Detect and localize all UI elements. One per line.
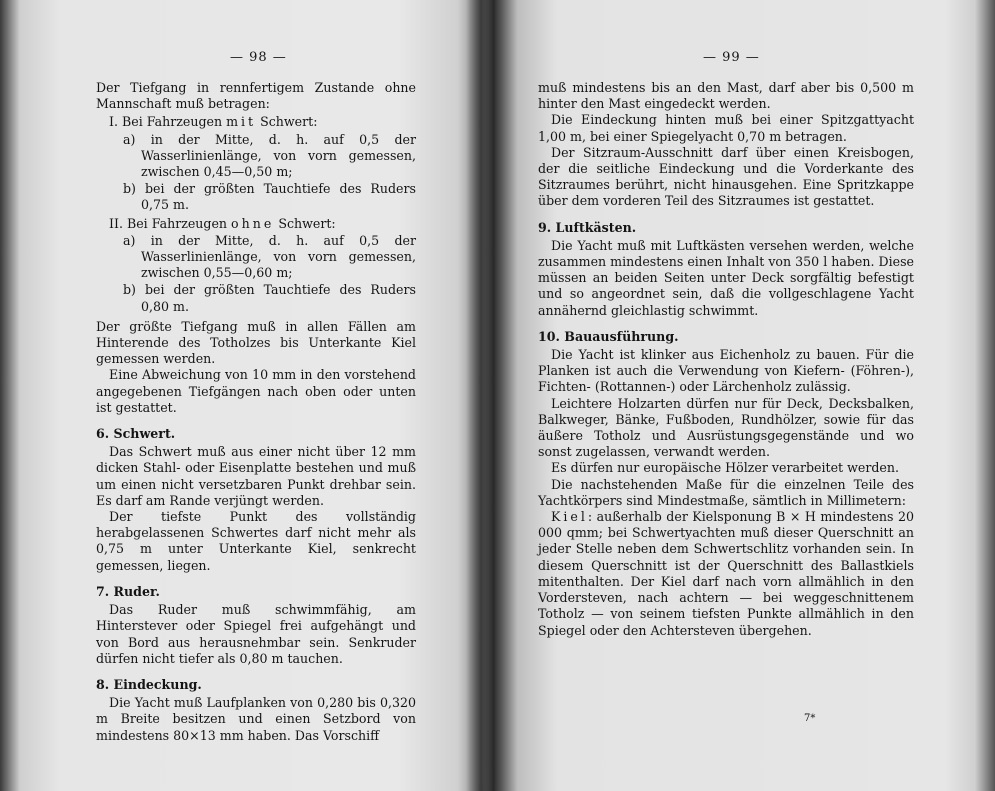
list-item: b) bei der größten Tauchtiefe des Ruders 0,75 m. [123, 181, 416, 213]
list-heading: I. Bei Fahrzeugen mit Schwert: [109, 114, 318, 130]
paragraph: muß mindestens bis an den Mast, darf aber bis 0,500 m hinter den Mast eingedeckt werden. [538, 80, 914, 112]
section-heading: 8. Eindeckung. [96, 676, 202, 692]
section-heading: 7. Ruder. [96, 583, 160, 599]
left-page [0, 0, 470, 791]
paragraph: Eine Abweichung von 10 mm in den vorstehend angegebenen Tiefgängen nach oben oder unten ist gestattet. [96, 367, 416, 415]
left-page-text [96, 80, 416, 744]
page-number: — 99 — [703, 50, 760, 65]
paragraph: Kiel: außerhalb der Kielsponung B × H mindestens 20 000 qmm; bei Schwertyachten muß dieser Querschnitt an jeder Stelle neben dem Schwertschlitz vorhanden sein. In diesem Querschnitt ist der Querschnitt des Ballastkiels mitenthalten. Der Kiel darf nach vorn allmählich in den Vordersteven, nach achtern — bei weggeschnittenem Totholz — von seinem tiefsten Punkte allmählich in den Spiegel oder den Achtersteven übergehen. [538, 509, 914, 638]
list-item: b) bei der größten Tauchtiefe des Ruders 0,80 m. [123, 282, 416, 314]
paragraph: Die nachstehenden Maße für die einzelnen Teile des Yachtkörpers sind Mindestmaße, sämtlich in Millimetern: [538, 476, 914, 508]
paragraph: Der tiefste Punkt des vollständig herabgelassenen Schwertes darf nicht mehr als 0,75 m unter Unterkante Kiel, senkrecht gemessen, liegen. [96, 509, 416, 573]
paragraph: Die Yacht ist klinker aus Eichenholz zu bauen. Für die Planken ist auch die Verwendung von Kiefern- (Föhren-), Fichten- (Rottannen-) oder Lärchenholz zulässig. [538, 347, 914, 395]
paragraph: Der Tiefgang in rennfertigem Zustande ohne Mannschaft muß betragen: [96, 80, 416, 112]
paragraph: Der Sitzraum-Ausschnitt darf über einen Kreisbogen, der die seitliche Eindeckung und die Vorderkante des Sitzraumes berührt, nicht hinausgehen. Eine Spritzkappe über dem vorderen Teil des Sitzraumes ist gestattet. [538, 144, 914, 209]
list-item: a) in der Mitte, d. h. auf 0,5 der Wasserlinienlänge, von vorn gemessen, zwischen 0,55—0,60 m; [123, 232, 416, 281]
list-heading: II. Bei Fahrzeugen ohne Schwert: [109, 215, 336, 231]
list-item: a) in der Mitte, d. h. auf 0,5 der Wasserlinienlänge, von vorn gemessen, zwischen 0,45—0,50 m; [123, 131, 416, 180]
paragraph: Die Eindeckung hinten muß bei einer Spitzgattyacht 1,00 m, bei einer Spiegelyacht 0,70 m betragen. [538, 112, 914, 144]
page-number: — 98 — [230, 50, 287, 65]
right-page [496, 0, 995, 791]
term-label: Kiel [551, 509, 588, 525]
paragraph: Es dürfen nur europäische Hölzer verarbeitet werden. [551, 460, 899, 476]
paragraph: Leichtere Holzarten dürfen nur für Deck, Decksbalken, Balkweger, Bänke, Fußboden, Rundhölzer, sowie für das äußere Totholz und Ausrüstungsgegenstände und wo sonst zugelassen, verwandt werden. [538, 395, 914, 460]
paragraph: Das Schwert muß aus einer nicht über 12 mm dicken Stahl- oder Eisenplatte bestehen und muß um einen nicht versetzbaren Punkt drehbar sein. Es darf am Rande verjüngt werden. [96, 444, 416, 508]
section-heading: 10. Bauausführung. [538, 328, 679, 344]
paragraph: Die Yacht muß Laufplanken von 0,280 bis 0,320 m Breite besitzen und einen Setzbord von mindestens 80×13 mm haben. Das Vorschiff [96, 695, 416, 743]
right-page-text [538, 80, 914, 639]
section-heading: 9. Luftkästen. [538, 219, 637, 235]
section-heading: 6. Schwert. [96, 426, 176, 442]
signature-mark: 7* [804, 713, 816, 724]
paragraph: Das Ruder muß schwimmfähig, am Hinterstever oder Spiegel frei aufgehängt und von Bord aus herausnehmbar sein. Senkruder dürfen nicht tiefer als 0,80 m tauchen. [96, 602, 416, 666]
paragraph: Der größte Tiefgang muß in allen Fällen am Hinterende des Totholzes bis Unterkante Kiel gemessen werden. [96, 318, 416, 367]
paragraph: Die Yacht muß mit Luftkästen versehen werden, welche zusammen mindestens einen Inhalt von 350 l haben. Diese müssen an beiden Seiten unter Deck sorgfältig befestigt und so angeordnet sein, daß die vollgeschlagene Yacht annähernd gleichlastig schwimmt. [538, 237, 914, 318]
gutter-shadow [466, 0, 496, 791]
